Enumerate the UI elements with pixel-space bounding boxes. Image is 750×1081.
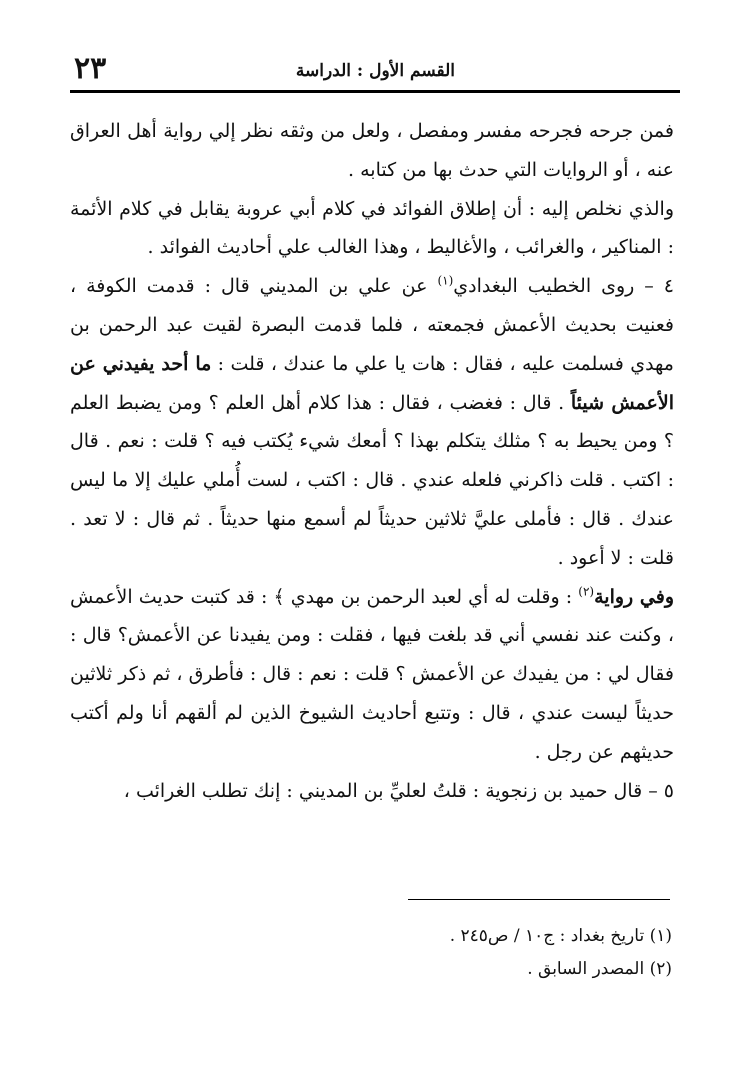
paragraph-text: ٤ – روى الخطيب البغدادي [453,275,674,298]
paragraph-text: : وقلت له أي لعبد الرحمن بن مهدي ﴾ : قد كتبت حديث الأعمش ، وكنت عند نفسي أني قد بلغت فيها ، فقلت : ومن يفيدنا عن الأعمش؟ قال : فقال لي : من يفيدك عن الأعمش ؟ قلت : نعم : قال : فأطرق ، ثم ذكر ثلاثين حديثاً ليست عندي ، قال : وتتبع أحاديث الشيوخ الذين لم ألقهم أنا ولم أكتب حديثهم عن رجل . [70,585,674,763]
paragraph-narration-4 [70,267,674,577]
paragraph-alt-narration [70,578,674,772]
paragraph-text: عن علي بن المديني قال : قدمت الكوفة ، فعنيت بحديث الأعمش فجمعته ، فلما قدمت البصرة لقيت عبد الرحمن بن مهدي فسلمت عليه ، فقال : هات يا علي ما عندك ، قلت : [70,275,674,375]
footnote: (١) تاريخ بغداد : ج١٠ / ص٢٤٥ . [449,926,672,946]
page-number: ٢٣ [74,51,107,86]
paragraph-text: . قال : فغضب ، فقال : هذا كلام أهل العلم ؟ ومن يضبط العلم ؟ ومن يحيط به ؟ مثلك يتكلم بهذا ؟ أمعك شيء يُكتب فيه ؟ قلت : نعم . قال : اكتب . قلت ذاكرني فلعله عندي . قال : اكتب ، لست أُملي عليك إلا ما ليس عندك . قال : فأملى عليَّ ثلاثين حديثاً لم أسمع منها حديثاً . ثم قال : لا تعد . قلت : لا أعود . [70,391,674,569]
footnote-reference: (٢) [578,584,595,599]
bold-quote: ما أحد يفيدني عن الأعمش شيئاً [70,352,674,414]
footnotes [260,920,672,986]
main-text [70,112,674,810]
footnote-divider [408,899,670,900]
page-header [70,51,680,87]
paragraph: فمن جرحه فجرحه مفسر ومفصل ، ولعل من وثقه نظر إلي رواية أهل العراق عنه ، أو الروايات التي حدث بها من كتابه . [70,120,674,181]
running-title: القسم الأول : الدراسة [295,61,455,81]
paragraph-text: وفي رواية [594,585,674,608]
footnote: (٢) المصدر السابق . [527,959,672,979]
header-divider [70,90,680,93]
footnote-reference: (١) [437,273,454,288]
paragraph: والذي نخلص إليه : أن إطلاق الفوائد في كلام أبي عروبة يقابل في كلام الأئمة : المناكير ، والغرائب ، والأغاليط ، وهذا الغالب علي أحاديث الفوائد . [70,197,674,259]
paragraph: ٥ – قال حميد بن زنجوية : قلتُ لعليِّ بن المديني : إنك تطلب الغرائب ، [123,779,674,802]
